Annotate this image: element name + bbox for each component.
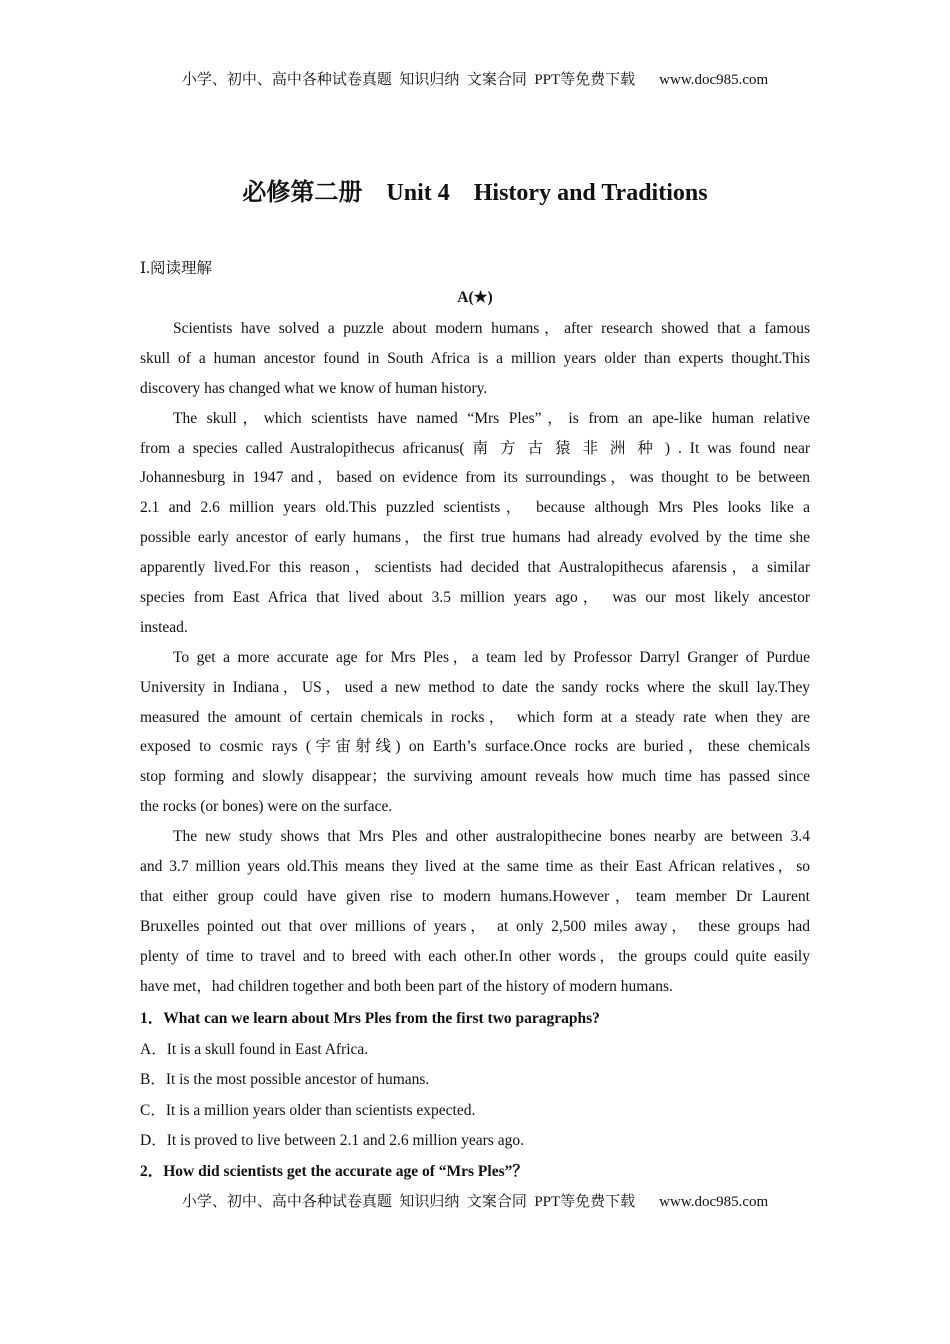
header-text: 小学、初中、高中各种试卷真题 知识归纳 文案合同 PPT等免费下载 [181, 72, 636, 88]
paragraph [140, 314, 810, 404]
paragraph-line: University in Indiana，US，used a new method to date the sandy rocks where the skull lay.They [140, 678, 810, 696]
paragraph-line: have met，had children together and both been part of the history of modern humans. [140, 977, 673, 995]
paragraph-line: 2.1 and 2.6 million years old.This puzzled scientists， because although Mrs Ples looks like a [140, 499, 810, 517]
paragraph-line: instead. [140, 618, 188, 636]
header-url: www.doc985.com [659, 72, 769, 88]
paragraph-line: apparently lived.For this reason，scientists had decided that Australopithecus afarensis，a similar [140, 559, 810, 577]
questions [140, 1004, 810, 1188]
page-header [0, 68, 950, 89]
paragraph-line: Scientists have solved a puzzle about modern humans，after research showed that a famous [173, 320, 810, 337]
paragraph-line: discovery has changed what we know of human history. [140, 379, 488, 397]
paragraph-line: Bruxelles pointed out that over millions of years， at only 2,500 miles away， these groups had [140, 917, 810, 935]
page-footer [0, 1190, 950, 1211]
passage-body [140, 314, 810, 1001]
answer-option: C．It is a million years older than scientists expected. [140, 1101, 476, 1119]
answer-option: B．It is the most possible ancestor of humans. [140, 1071, 430, 1089]
paragraph-line: from a species called Australopithecus africanus( 南 方 古 猿 非 洲 种 ) . It was found near [140, 439, 810, 457]
paragraph-line: measured the amount of certain chemicals in rocks， which form at a steady rate when they are [140, 708, 810, 726]
question-stem: 1．What can we learn about Mrs Ples from the first two paragraphs? [140, 1010, 600, 1027]
passage-label: A(★) [457, 289, 493, 306]
answer-option: A．It is a skull found in East Africa. [140, 1040, 369, 1058]
paragraph [140, 404, 810, 643]
question-stem: 2．How did scientists get the accurate age of “Mrs Ples”？ [140, 1162, 528, 1180]
question [140, 1004, 810, 1157]
answer-option: D．It is proved to live between 2.1 and 2.6 million years ago. [140, 1132, 524, 1150]
question [140, 1157, 810, 1188]
page-title: 必修第二册 Unit 4 History and Traditions [242, 180, 708, 206]
footer-text: 小学、初中、高中各种试卷真题 知识归纳 文案合同 PPT等免费下载 [181, 1194, 636, 1210]
paragraph-line: and 3.7 million years old.This means they lived at the same time as their East African relatives，so [140, 858, 810, 876]
section-heading: Ⅰ.阅读理解 [140, 260, 212, 277]
paragraph-line: skull of a human ancestor found in South Africa is a million years older than experts thought.This [140, 349, 810, 367]
paragraph-line: the rocks (or bones) were on the surface. [140, 798, 393, 816]
paragraph-line: The new study shows that Mrs Ples and other australopithecine bones nearby are between 3.4 [173, 828, 810, 846]
paragraph-line: exposed to cosmic rays (宇宙射线) on Earth’s surface.Once rocks are buried，these chemicals [140, 738, 810, 756]
paragraph [140, 643, 810, 822]
paragraph-line: To get a more accurate age for Mrs Ples，a team led by Professor Darryl Granger of Purdue [173, 648, 810, 666]
paragraph-line: that either group could have given rise to modern humans.However，team member Dr Laurent [140, 887, 810, 905]
paragraph [140, 822, 810, 1001]
footer-url: www.doc985.com [659, 1194, 769, 1210]
paragraph-line: possible early ancestor of early humans，the first true humans had already evolved by the time she [140, 529, 810, 547]
paragraph-line: stop forming and slowly disappear；the surviving amount reveals how much time has passed since [140, 768, 810, 786]
paragraph-line: plenty of time to travel and to breed with each other.In other words，the groups could quite easily [140, 947, 810, 965]
paragraph-line: Johannesburg in 1947 and，based on evidence from its surroundings，was thought to be between [140, 469, 810, 487]
paragraph-line: The skull，which scientists have named “Mrs Ples”，is from an ape-like human relative [173, 409, 810, 427]
paragraph-line: species from East Africa that lived about 3.5 million years ago， was our most likely ancestor [140, 589, 810, 607]
